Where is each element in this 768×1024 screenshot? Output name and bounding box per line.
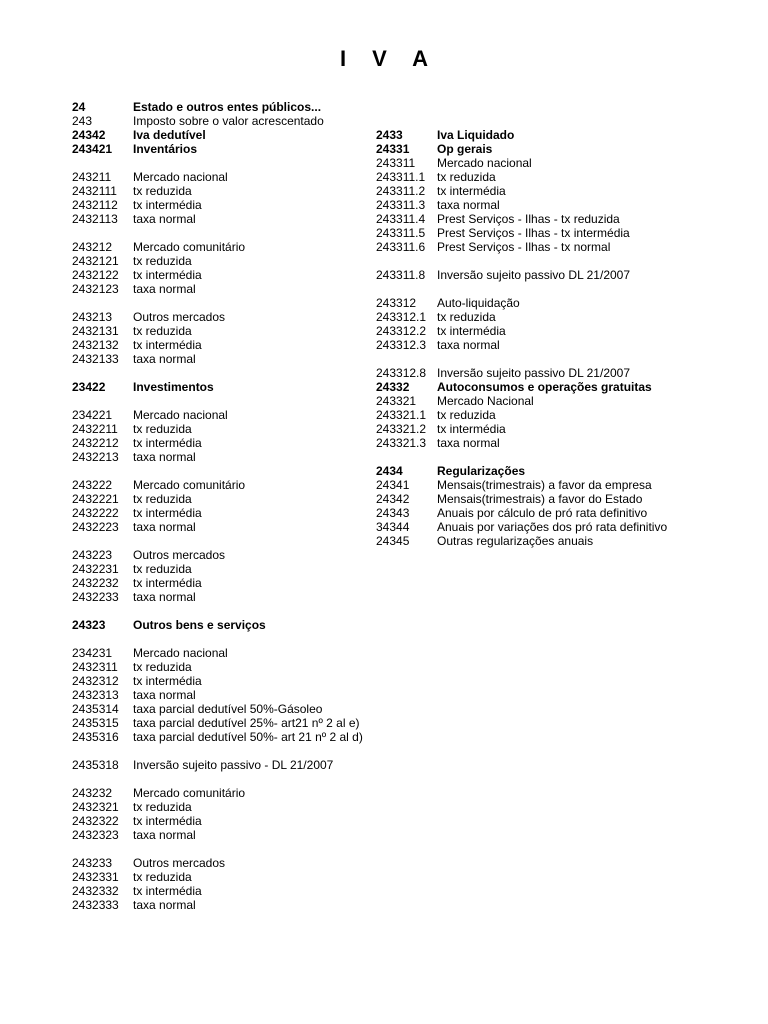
account-label: Prest Serviços - Ilhas - tx normal	[437, 240, 611, 254]
account-label: Auto-liquidação	[437, 296, 520, 310]
account-code: 2433	[376, 128, 403, 142]
account-code: 243321.2	[376, 422, 427, 436]
row-spacer	[72, 604, 372, 618]
account-label: taxa parcial dedutível 50%-Gásoleo	[133, 702, 323, 716]
account-label: tx intermédia	[133, 198, 202, 212]
account-row	[72, 814, 372, 828]
account-label: tx reduzida	[133, 184, 192, 198]
account-label: tx intermédia	[437, 422, 506, 436]
account-row	[72, 660, 372, 674]
account-code: 243311.8	[376, 268, 426, 282]
account-row	[72, 562, 372, 576]
account-row	[376, 170, 706, 184]
account-label: Mensais(trimestrais) a favor da empresa	[437, 478, 652, 492]
account-row	[72, 324, 372, 338]
row-spacer	[72, 464, 372, 478]
account-row	[376, 492, 706, 506]
account-label: tx reduzida	[133, 800, 192, 814]
account-label: Mensais(trimestrais) a favor do Estado	[437, 492, 643, 506]
account-row	[72, 198, 372, 212]
account-row	[72, 436, 372, 450]
account-label: Outros mercados	[133, 856, 226, 870]
account-row	[72, 898, 372, 912]
account-label: tx intermédia	[133, 338, 202, 352]
account-row	[376, 520, 706, 534]
row-spacer	[72, 226, 372, 240]
account-label: Op gerais	[437, 142, 493, 156]
account-row	[72, 688, 372, 702]
account-code: 243321	[376, 394, 417, 408]
account-label: taxa normal	[133, 898, 196, 912]
account-label: Mercado nacional	[437, 156, 532, 170]
account-row	[376, 366, 706, 380]
account-heading-row	[72, 142, 372, 156]
account-row	[72, 884, 372, 898]
account-code: 2432131	[72, 324, 119, 338]
account-row	[72, 352, 372, 366]
account-code: 243	[72, 114, 93, 128]
account-label: tx reduzida	[437, 310, 496, 324]
account-row	[72, 254, 372, 268]
left-account-column	[72, 100, 372, 912]
account-code: 2432221	[72, 492, 119, 506]
account-code: 243212	[72, 240, 113, 254]
account-label: Outras regularizações anuais	[437, 534, 594, 548]
account-label: tx intermédia	[133, 814, 202, 828]
account-heading-row	[72, 618, 372, 632]
account-row	[376, 506, 706, 520]
account-row	[72, 730, 372, 744]
page-title: I V A	[339, 46, 439, 71]
account-code: 243211	[72, 170, 112, 184]
account-row	[72, 716, 372, 730]
account-code: 243311.5	[376, 226, 426, 240]
account-label: Inversão sujeito passivo DL 21/2007	[437, 268, 631, 282]
account-code: 2435315	[72, 716, 119, 730]
account-code: 243421	[72, 142, 113, 156]
account-row	[376, 296, 706, 310]
account-row	[376, 156, 706, 170]
account-label: Regularizações	[437, 464, 526, 478]
account-label: tx reduzida	[133, 492, 192, 506]
account-label: Iva dedutível	[133, 128, 206, 142]
account-label: Estado e outros entes públicos...	[133, 100, 322, 114]
account-code: 243311.6	[376, 240, 426, 254]
account-code: 2435314	[72, 702, 119, 716]
account-row	[376, 394, 706, 408]
account-row	[72, 212, 372, 226]
account-code: 243223	[72, 548, 113, 562]
account-label: tx intermédia	[437, 324, 506, 338]
account-row	[376, 408, 706, 422]
account-row	[72, 282, 372, 296]
row-spacer	[72, 156, 372, 170]
account-row	[376, 422, 706, 436]
account-label: taxa normal	[133, 450, 196, 464]
account-code: 2432231	[72, 562, 119, 576]
account-label: taxa normal	[133, 212, 196, 226]
account-row	[72, 450, 372, 464]
account-code: 24323	[72, 618, 106, 632]
account-code: 243311.1	[376, 170, 426, 184]
account-label: tx reduzida	[437, 408, 496, 422]
account-code: 243233	[72, 856, 113, 870]
account-code: 2432312	[72, 674, 119, 688]
account-row	[376, 324, 706, 338]
account-code: 2435316	[72, 730, 119, 744]
account-label: Mercado comunitário	[133, 478, 246, 492]
account-label: tx intermédia	[133, 576, 202, 590]
account-label: taxa normal	[133, 688, 196, 702]
account-code: 24	[72, 100, 86, 114]
account-row	[376, 198, 706, 212]
account-label: taxa normal	[437, 338, 500, 352]
account-label: Mercado Nacional	[437, 394, 534, 408]
account-code: 34344	[376, 520, 410, 534]
account-label: tx intermédia	[133, 506, 202, 520]
account-label: Autoconsumos e operações gratuitas	[437, 380, 652, 394]
account-code: 243213	[72, 310, 113, 324]
account-code: 2432223	[72, 520, 119, 534]
row-spacer	[376, 282, 706, 296]
account-code: 24341	[376, 478, 410, 492]
account-label: tx reduzida	[133, 422, 192, 436]
account-label: Mercado nacional	[133, 646, 228, 660]
account-row	[376, 478, 706, 492]
row-spacer	[72, 744, 372, 758]
account-row	[72, 422, 372, 436]
account-label: taxa normal	[437, 198, 500, 212]
row-spacer	[72, 394, 372, 408]
account-label: taxa parcial dedutível 50%- art 21 nº 2 al d)	[133, 730, 363, 744]
account-heading-row	[72, 128, 372, 142]
account-row	[72, 170, 372, 184]
account-heading-row	[72, 100, 372, 114]
account-code: 243321.3	[376, 436, 427, 450]
account-row	[72, 520, 372, 534]
account-label: tx reduzida	[133, 324, 192, 338]
account-label: taxa normal	[133, 282, 196, 296]
account-code: 243312.1	[376, 310, 427, 324]
account-label: Outros mercados	[133, 548, 226, 562]
account-row	[376, 212, 706, 226]
account-row	[376, 436, 706, 450]
account-code: 243321.1	[376, 408, 427, 422]
account-label: tx intermédia	[133, 436, 202, 450]
account-label: Anuais por cálculo de pró rata definitivo	[437, 506, 648, 520]
account-row	[72, 590, 372, 604]
account-code: 2432113	[72, 212, 118, 226]
account-code: 243312	[376, 296, 417, 310]
account-code: 2432132	[72, 338, 119, 352]
account-label: taxa normal	[133, 590, 196, 604]
row-spacer	[376, 450, 706, 464]
account-label: taxa parcial dedutível 25%- art21 nº 2 al e)	[133, 716, 360, 730]
account-code: 234231	[72, 646, 113, 660]
account-code: 24345	[376, 534, 410, 548]
account-heading-row	[376, 380, 706, 394]
account-code: 2432212	[72, 436, 119, 450]
account-label: tx intermédia	[133, 268, 202, 282]
account-label: Outros mercados	[133, 310, 226, 324]
account-label: tx reduzida	[133, 660, 192, 674]
account-row	[376, 226, 706, 240]
account-row	[376, 338, 706, 352]
account-code: 234221	[72, 408, 113, 422]
account-heading-row	[376, 464, 706, 478]
account-code: 2432321	[72, 800, 119, 814]
account-code: 2432322	[72, 814, 119, 828]
account-code: 243312.2	[376, 324, 427, 338]
account-row	[72, 800, 372, 814]
account-code: 23422	[72, 380, 106, 394]
account-row	[72, 646, 372, 660]
account-label: tx intermédia	[437, 184, 506, 198]
account-label: taxa normal	[133, 520, 196, 534]
account-row	[72, 184, 372, 198]
account-label: Inversão sujeito passivo - DL 21/2007	[133, 758, 334, 772]
row-spacer	[72, 366, 372, 380]
account-label: taxa normal	[133, 352, 196, 366]
account-code: 2432122	[72, 268, 119, 282]
account-label: Mercado nacional	[133, 170, 228, 184]
account-label: Mercado nacional	[133, 408, 228, 422]
account-code: 243312.8	[376, 366, 427, 380]
account-code: 2435318	[72, 758, 119, 772]
account-row	[72, 576, 372, 590]
account-code: 243311.3	[376, 198, 426, 212]
account-code: 2432121	[72, 254, 119, 268]
account-code: 2432311	[72, 660, 118, 674]
account-code: 2432123	[72, 282, 119, 296]
account-label: Inversão sujeito passivo DL 21/2007	[437, 366, 631, 380]
account-row	[72, 492, 372, 506]
account-code: 2432333	[72, 898, 119, 912]
account-code: 243311	[376, 156, 416, 170]
account-row	[72, 478, 372, 492]
account-row	[72, 310, 372, 324]
account-label: tx intermédia	[133, 884, 202, 898]
row-spacer	[72, 772, 372, 786]
account-row	[376, 184, 706, 198]
account-row	[72, 240, 372, 254]
row-spacer	[376, 254, 706, 268]
account-row	[72, 758, 372, 772]
account-code: 2432331	[72, 870, 119, 884]
account-row	[376, 240, 706, 254]
account-label: Inventários	[133, 142, 198, 156]
account-row	[72, 870, 372, 884]
account-label: tx intermédia	[133, 674, 202, 688]
account-code: 243232	[72, 786, 113, 800]
account-code: 2432313	[72, 688, 119, 702]
account-label: tx reduzida	[133, 562, 192, 576]
row-spacer	[376, 352, 706, 366]
account-row	[72, 338, 372, 352]
account-label: Investimentos	[133, 380, 214, 394]
account-code: 24343	[376, 506, 410, 520]
account-label: Outros bens e serviços	[133, 618, 266, 632]
account-code: 2432233	[72, 590, 119, 604]
account-code: 24332	[376, 380, 410, 394]
account-label: Anuais por variações dos pró rata definitivo	[437, 520, 668, 534]
account-heading-row	[376, 128, 706, 142]
account-code: 24331	[376, 142, 410, 156]
account-label: Iva Liquidado	[437, 128, 515, 142]
account-code: 243312.3	[376, 338, 427, 352]
account-code: 2432213	[72, 450, 119, 464]
account-row	[72, 506, 372, 520]
account-row	[72, 408, 372, 422]
account-row	[72, 114, 372, 128]
account-code: 2432211	[72, 422, 118, 436]
account-label: taxa normal	[437, 436, 500, 450]
account-row	[72, 856, 372, 870]
account-row	[72, 548, 372, 562]
account-label: Mercado comunitário	[133, 786, 246, 800]
account-row	[72, 268, 372, 282]
account-code: 243311.2	[376, 184, 426, 198]
row-spacer	[72, 632, 372, 646]
account-code: 243311.4	[376, 212, 426, 226]
account-label: Mercado comunitário	[133, 240, 246, 254]
account-row	[72, 786, 372, 800]
account-code: 2432332	[72, 884, 119, 898]
account-heading-row	[72, 380, 372, 394]
right-account-column	[376, 128, 706, 548]
account-label: taxa normal	[133, 828, 196, 842]
account-row	[376, 310, 706, 324]
account-row	[72, 828, 372, 842]
account-label: Prest Serviços - Ilhas - tx reduzida	[437, 212, 620, 226]
account-label: tx reduzida	[437, 170, 496, 184]
account-label: tx reduzida	[133, 870, 192, 884]
account-code: 243222	[72, 478, 113, 492]
account-row	[72, 674, 372, 688]
row-spacer	[72, 296, 372, 310]
account-row	[376, 268, 706, 282]
account-code: 2432323	[72, 828, 119, 842]
account-label: Imposto sobre o valor acrescentado	[133, 114, 324, 128]
account-code: 2432111	[72, 184, 117, 198]
account-code: 24342	[376, 492, 410, 506]
account-code: 2432222	[72, 506, 119, 520]
account-label: tx reduzida	[133, 254, 192, 268]
account-code: 2434	[376, 464, 403, 478]
account-code: 2432133	[72, 352, 119, 366]
account-code: 2432232	[72, 576, 119, 590]
account-heading-row	[376, 142, 706, 156]
account-row	[72, 702, 372, 716]
account-code: 24342	[72, 128, 106, 142]
row-spacer	[72, 842, 372, 856]
account-label: Prest Serviços - Ilhas - tx intermédia	[437, 226, 630, 240]
row-spacer	[72, 534, 372, 548]
account-code: 2432112	[72, 198, 118, 212]
account-row	[376, 534, 706, 548]
